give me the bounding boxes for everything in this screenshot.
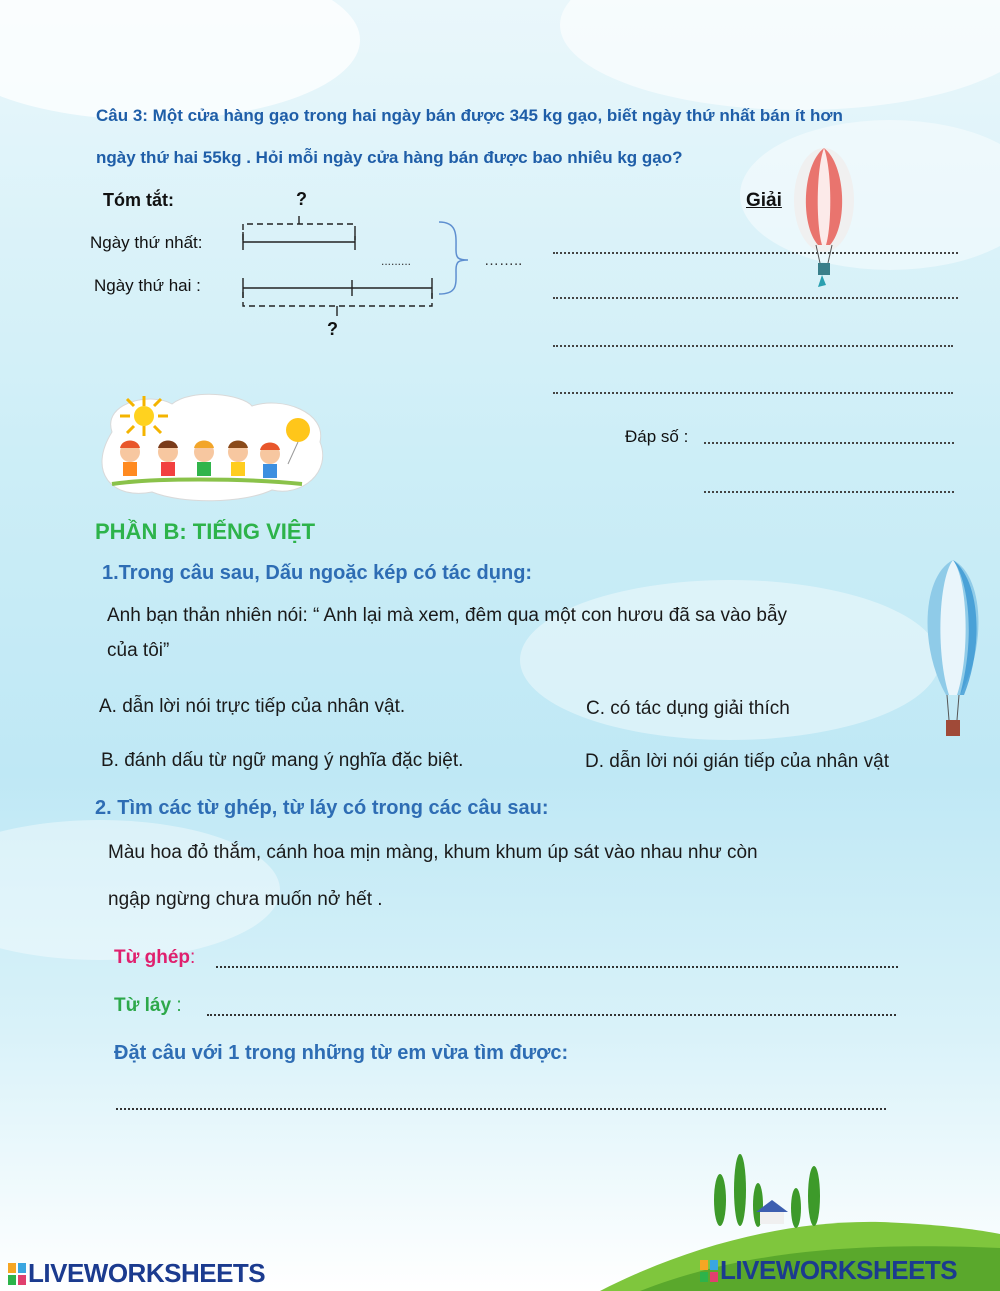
logo-right-text: LIVEWORKSHEETS	[720, 1255, 958, 1285]
liveworksheets-badge-icon	[700, 1260, 718, 1282]
option-a-letter: A.	[99, 696, 117, 717]
background-cloud	[0, 0, 360, 120]
option-c-text: có tác dụng giải thích	[610, 698, 790, 719]
question-2-title: 2. Tìm các từ ghép, từ láy có trong các câu sau:	[95, 797, 549, 819]
summary-label: Tóm tắt:	[103, 190, 174, 210]
option-d[interactable]	[585, 751, 889, 773]
option-d-text: dẫn lời nói gián tiếp của nhân vật	[609, 751, 889, 772]
compound-words-label: Từ ghép	[114, 947, 191, 968]
answer-line-2	[704, 480, 954, 493]
make-sentence-answer-field[interactable]	[116, 1094, 886, 1110]
option-b-text: đánh dấu từ ngữ mang ý nghĩa đặc biệt.	[124, 750, 464, 771]
liveworksheets-logo-left	[8, 1258, 265, 1289]
reduplicative-words-colon: :	[171, 995, 182, 1016]
liveworksheets-logo-right	[700, 1255, 957, 1286]
question-1-title: 1.Trong câu sau, Dấu ngoặc kép có tác dụng:	[102, 562, 533, 584]
hot-air-balloon-icon	[792, 145, 856, 290]
question-mark-top: ?	[296, 189, 307, 209]
option-a[interactable]	[99, 696, 405, 718]
question-1-sentence-line-2: của tôi”	[107, 640, 170, 661]
background-cloud	[560, 0, 1000, 110]
reduplicative-words-answer-field[interactable]	[207, 1000, 896, 1016]
problem-3-line-2: ngày thứ hai 55kg . Hỏi mỗi ngày cửa hàng bán được bao nhiêu kg gạo?	[96, 148, 683, 167]
solution-line-3	[553, 333, 953, 347]
question-2-passage-line-1: Màu hoa đỏ thắm, cánh hoa mịn màng, khum khum úp sát vào nhau như còn	[108, 842, 758, 863]
option-c-letter: C.	[586, 698, 605, 719]
option-d-letter: D.	[585, 751, 604, 772]
compound-words-colon: :	[190, 947, 196, 968]
solution-label: Giải	[746, 190, 782, 211]
make-sentence-label: Đặt câu với 1 trong những từ em vừa tìm được:	[114, 1042, 569, 1064]
question-1-sentence-line-1: Anh bạn thản nhiên nói: “ Anh lại mà xem, đêm qua một con hươu đã sa vào bẫy	[107, 605, 788, 626]
compound-words-row	[114, 947, 195, 969]
option-b-letter: B.	[101, 750, 119, 771]
compound-words-answer-field[interactable]	[216, 952, 898, 968]
day-2-label: Ngày thứ hai :	[94, 276, 201, 295]
problem-3-line-1: Câu 3: Một cửa hàng gạo trong hai ngày bán được 345 kg gạo, biết ngày thứ nhất bán ít hơn	[96, 106, 843, 125]
part-b-heading: PHẦN B: TIẾNG VIỆT	[95, 519, 316, 544]
solution-line-2	[553, 285, 958, 299]
children-illustration	[92, 392, 330, 502]
day-1-label: Ngày thứ nhất:	[90, 233, 203, 252]
question-2-passage-line-2: ngập ngừng chưa muốn nở hết .	[108, 889, 383, 910]
answer-line-1	[704, 431, 954, 444]
difference-dots: .........	[381, 254, 412, 268]
option-b[interactable]	[101, 750, 463, 772]
option-a-text: dẫn lời nói trực tiếp của nhân vật.	[122, 696, 406, 717]
question-mark-bottom: ?	[327, 319, 338, 339]
solution-line-1	[553, 240, 958, 254]
reduplicative-words-row	[114, 995, 182, 1017]
solution-line-4	[553, 380, 953, 394]
liveworksheets-badge-icon	[8, 1263, 26, 1285]
total-dots: ……..	[484, 252, 523, 269]
reduplicative-words-label: Từ láy	[114, 995, 172, 1016]
logo-left-text: LIVEWORKSHEETS	[28, 1258, 266, 1288]
segment-diagram	[236, 210, 476, 325]
option-c[interactable]	[586, 698, 790, 720]
answer-label: Đáp số :	[625, 427, 689, 446]
hot-air-balloon-icon	[918, 555, 988, 755]
